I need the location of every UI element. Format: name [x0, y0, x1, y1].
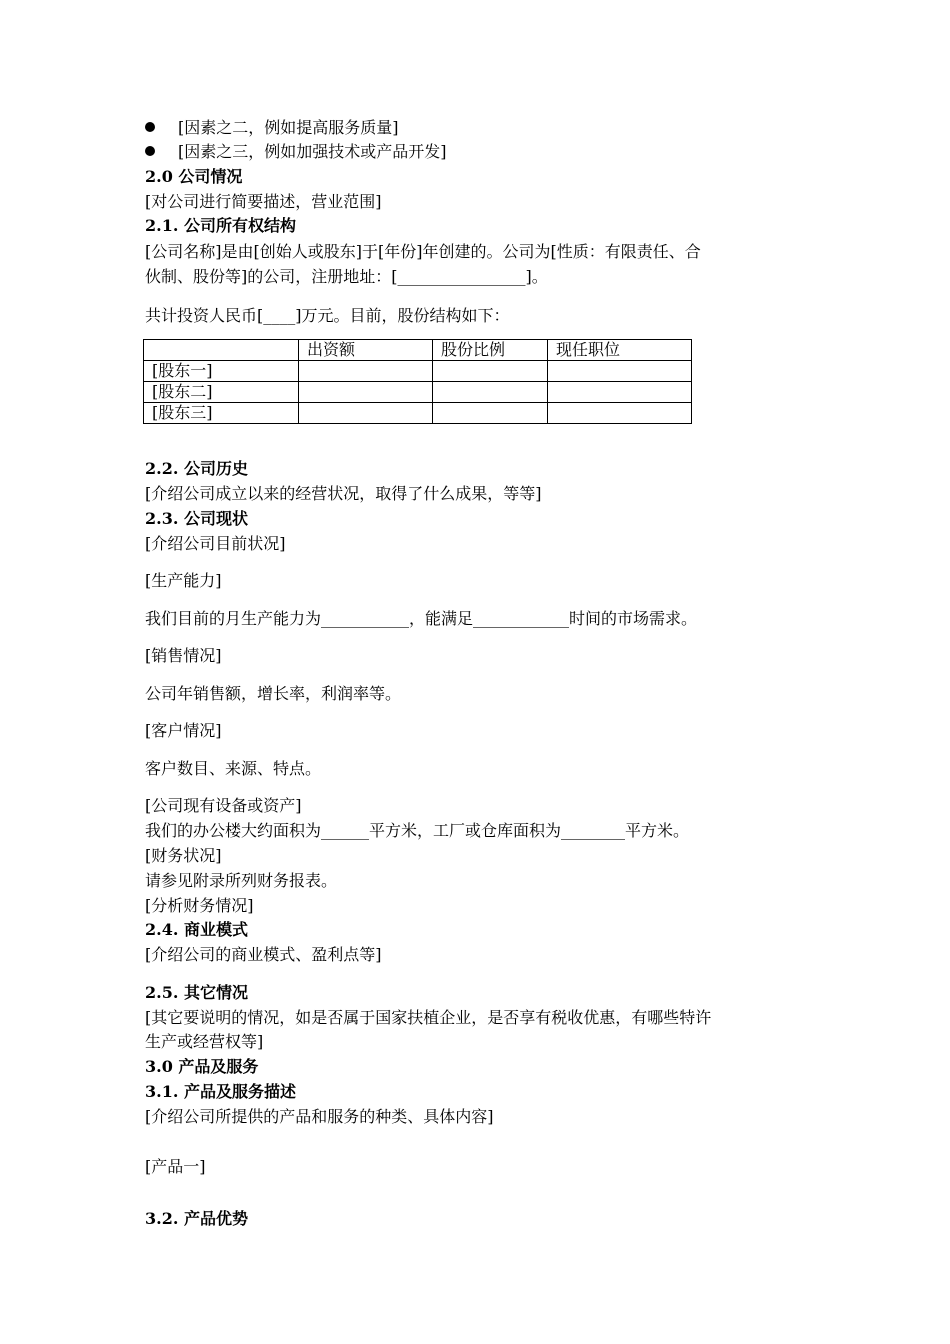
section-2-4-title: 2.4. 商业模式 — [145, 920, 248, 939]
table-cell — [548, 382, 692, 403]
product-1-label: [产品一] — [145, 1157, 206, 1176]
table-header-cell: 现任职位 — [548, 340, 692, 361]
section-3-1-body: [介绍公司所提供的产品和服务的种类、具体内容] — [145, 1107, 494, 1126]
section-2-5-title: 2.5. 其它情况 — [145, 983, 248, 1002]
table-row — [144, 361, 692, 382]
section-2-5-body-line2: 生产或经营权等] — [145, 1032, 264, 1051]
table-header-cell: 出资额 — [299, 340, 433, 361]
section-2-2-title: 2.2. 公司历史 — [145, 459, 248, 478]
table-cell — [299, 361, 433, 382]
production-label: [生产能力] — [145, 571, 222, 590]
bullet-dot-1 — [145, 122, 155, 132]
table-cell — [299, 382, 433, 403]
table-cell — [548, 361, 692, 382]
production-text: 我们目前的月生产能力为___________，能满足____________时间的市场需求。 — [145, 609, 698, 628]
shareholder-table — [143, 339, 692, 424]
assets-label: [公司现有设备或资产] — [145, 796, 302, 815]
section-3-2-title: 3.2. 产品优势 — [145, 1209, 248, 1228]
section-2-1-body-line1: [公司名称]是由[创始人或股东]于[年份]年创建的。公司为[性质：有限责任、合 — [145, 242, 701, 261]
table-header-cell: 股份比例 — [433, 340, 548, 361]
table-header-row — [144, 340, 692, 361]
section-2-1-title: 2.1. 公司所有权结构 — [145, 216, 296, 235]
section-3-1-title: 3.1. 产品及服务描述 — [145, 1082, 296, 1101]
table-cell: [股东三] — [144, 403, 299, 424]
section-2-3-title: 2.3. 公司现状 — [145, 509, 248, 528]
section-2-5-body-line1: [其它要说明的情况，如是否属于国家扶植企业，是否享有税收优惠，有哪些特许 — [145, 1008, 712, 1027]
section-2-1-invest: 共计投资人民币[____]万元。目前，股份结构如下： — [145, 306, 510, 325]
sales-label: [销售情况] — [145, 646, 222, 665]
section-2-2-body: [介绍公司成立以来的经营状况，取得了什么成果，等等] — [145, 484, 542, 503]
bullet-item-1: [因素之二，例如提高服务质量] — [178, 118, 399, 137]
finance-text: 请参见附录所列财务报表。 — [145, 871, 338, 890]
assets-text: 我们的办公楼大约面积为______平方米，工厂或仓库面积为________平方米。 — [145, 821, 690, 840]
table-header-cell — [144, 340, 299, 361]
table-cell — [433, 382, 548, 403]
section-2-0-body: [对公司进行简要描述，营业范围] — [145, 192, 382, 211]
section-2-0-title: 2.0 公司情况 — [145, 167, 243, 186]
table-cell: [股东二] — [144, 382, 299, 403]
table-cell — [433, 361, 548, 382]
table-cell — [548, 403, 692, 424]
section-3-0-title: 3.0 产品及服务 — [145, 1057, 259, 1076]
section-2-4-body: [介绍公司的商业模式、盈利点等] — [145, 945, 382, 964]
table-row — [144, 403, 692, 424]
sales-text: 公司年销售额，增长率，利润率等。 — [145, 684, 402, 703]
table-row — [144, 382, 692, 403]
analysis-label: [分析财务情况] — [145, 896, 254, 915]
table-cell: [股东一] — [144, 361, 299, 382]
bullet-dot-2 — [145, 146, 155, 156]
section-2-1-body-line2: 伙制、股份等]的公司，注册地址：[________________]。 — [145, 267, 548, 286]
customer-text: 客户数目、来源、特点。 — [145, 759, 322, 778]
bullet-item-2: [因素之三，例如加强技术或产品开发] — [178, 142, 447, 161]
finance-label: [财务状况] — [145, 846, 222, 865]
table-cell — [433, 403, 548, 424]
section-2-3-intro: [介绍公司目前状况] — [145, 534, 286, 553]
customer-label: [客户情况] — [145, 721, 222, 740]
table-cell — [299, 403, 433, 424]
